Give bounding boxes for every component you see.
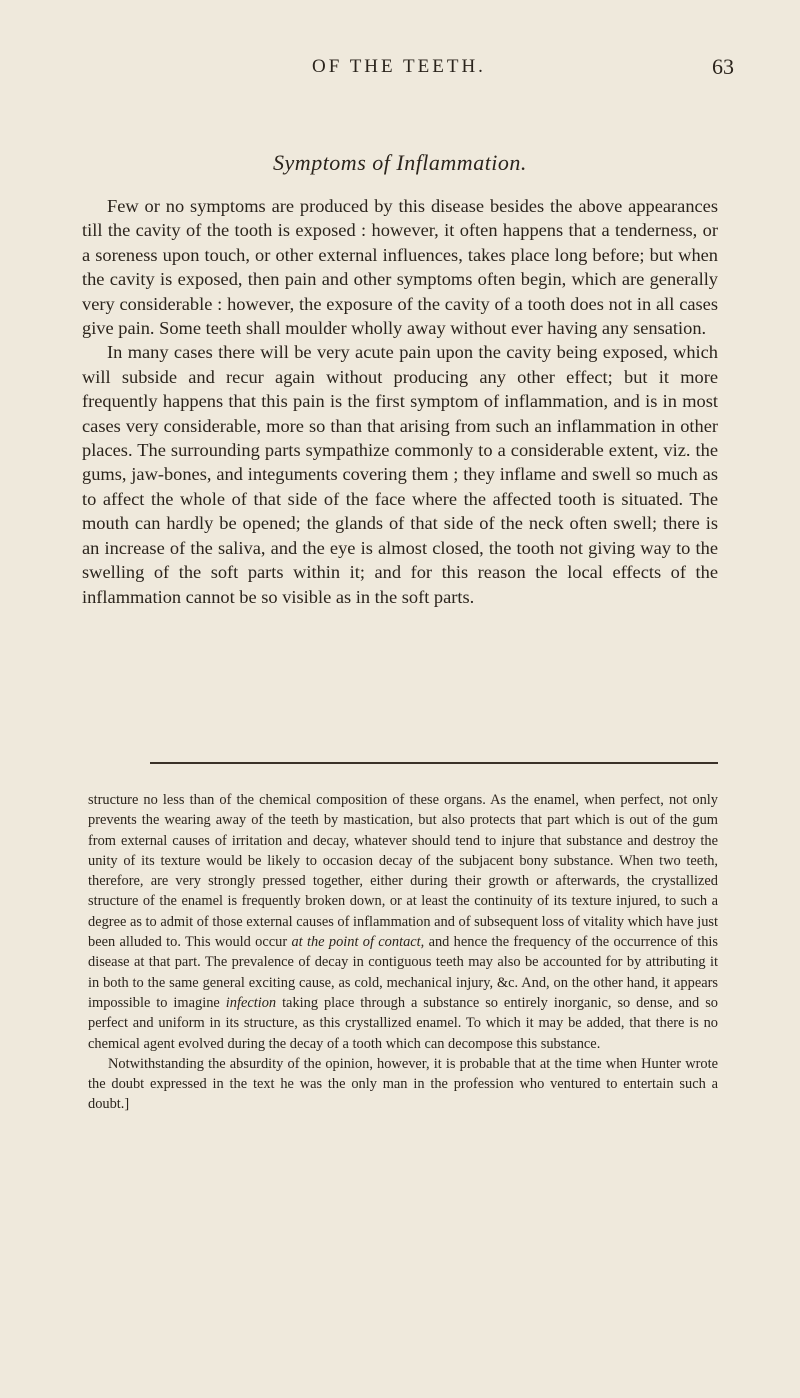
running-head: [0, 56, 800, 86]
footnote-divider: [150, 762, 718, 764]
footnote-italic-phrase: at the point of contact,: [291, 934, 425, 951]
footnote-paragraph: [88, 790, 718, 1054]
footnote: [88, 790, 718, 1115]
section-heading: Symptoms of Inflammation.: [273, 150, 527, 175]
footnote-text: structure no less than of the chemical composition of these organs. As the enamel, when perfect, not only prevents the wearing away of the teeth by mastication, but also protects that part which is out of the gum from external causes of irritation and decay, whatever should tend to injure that substance and destroy the unity of its texture would be likely to occasion decay of the subjacent bony substance. When two teeth, therefore, are very strongly pressed together, either during their growth or afterwards, the crystallized structure of the enamel is frequently broken down, or at least the continuity of its texture injured, to such a degree as to admit of those external causes of inflammation and of subsequent loss of vitality which have just been alluded to. This would occur: [88, 792, 718, 951]
footnote-italic-word: infection: [225, 994, 277, 1011]
running-title: OF THE TEETH.: [312, 56, 486, 77]
main-text: [82, 194, 718, 609]
footnote-text: taking place through a substance so entirely inorganic, so dense, and so perfect and uniform in its structure, as this crystallized enamel. To which it may be added, that there is no chemical agent evolved during the decay of a tooth which can decompose this substance.: [88, 994, 718, 1052]
body-paragraph: Few or no symptoms are produced by this disease besides the above appearances till the cavity of the tooth is exposed : however, it often happens that a tenderness, or a soreness upon touch, or other external influences, takes place long before; but when the cavity is exposed, then pain and other symptoms often begin, which are generally very considerable : however, the exposure of the cavity of a tooth does not in all cases give pain. Some teeth shall moulder wholly away without ever having any sensation.: [82, 196, 718, 339]
page-number: 63: [712, 54, 734, 79]
footnote-paragraph: Notwithstanding the absurdity of the opinion, however, it is probable that at the time when Hunter wrote the doubt expressed in the text he was the only man in the profession who ventured to entertain such a doubt.]: [88, 1055, 718, 1113]
body-paragraph: In many cases there will be very acute pain upon the cavity being exposed, which will subside and recur again without producing any other effect; but it more frequently happens that this pain is the first symptom of inflammation, and is in most cases very considerable, more so than that arising from such an inflammation in other places. The surrounding parts sympathize commonly to a considerable extent, viz. the gums, jaw-bones, and integuments covering them ; they inflame and swell so much as to affect the whole of that side of the face where the affected tooth is situated. The mouth can hardly be opened; the glands of that side of the neck often swell; there is an increase of the saliva, and the eye is almost closed, the tooth not giving way to the swelling of the soft parts within it; and for this reason the local effects of the inflammation cannot be so visible as in the soft parts.: [82, 342, 718, 607]
footnote-text: and hence the frequency of the occurrence of this disease at that part. The prevalence of decay in contiguous teeth may also be accounted for by attributing it in both to the same general exciting cause, as cold, mechanical injury, &c. And, on the other hand, it appears impossible to imagine: [88, 934, 718, 1011]
